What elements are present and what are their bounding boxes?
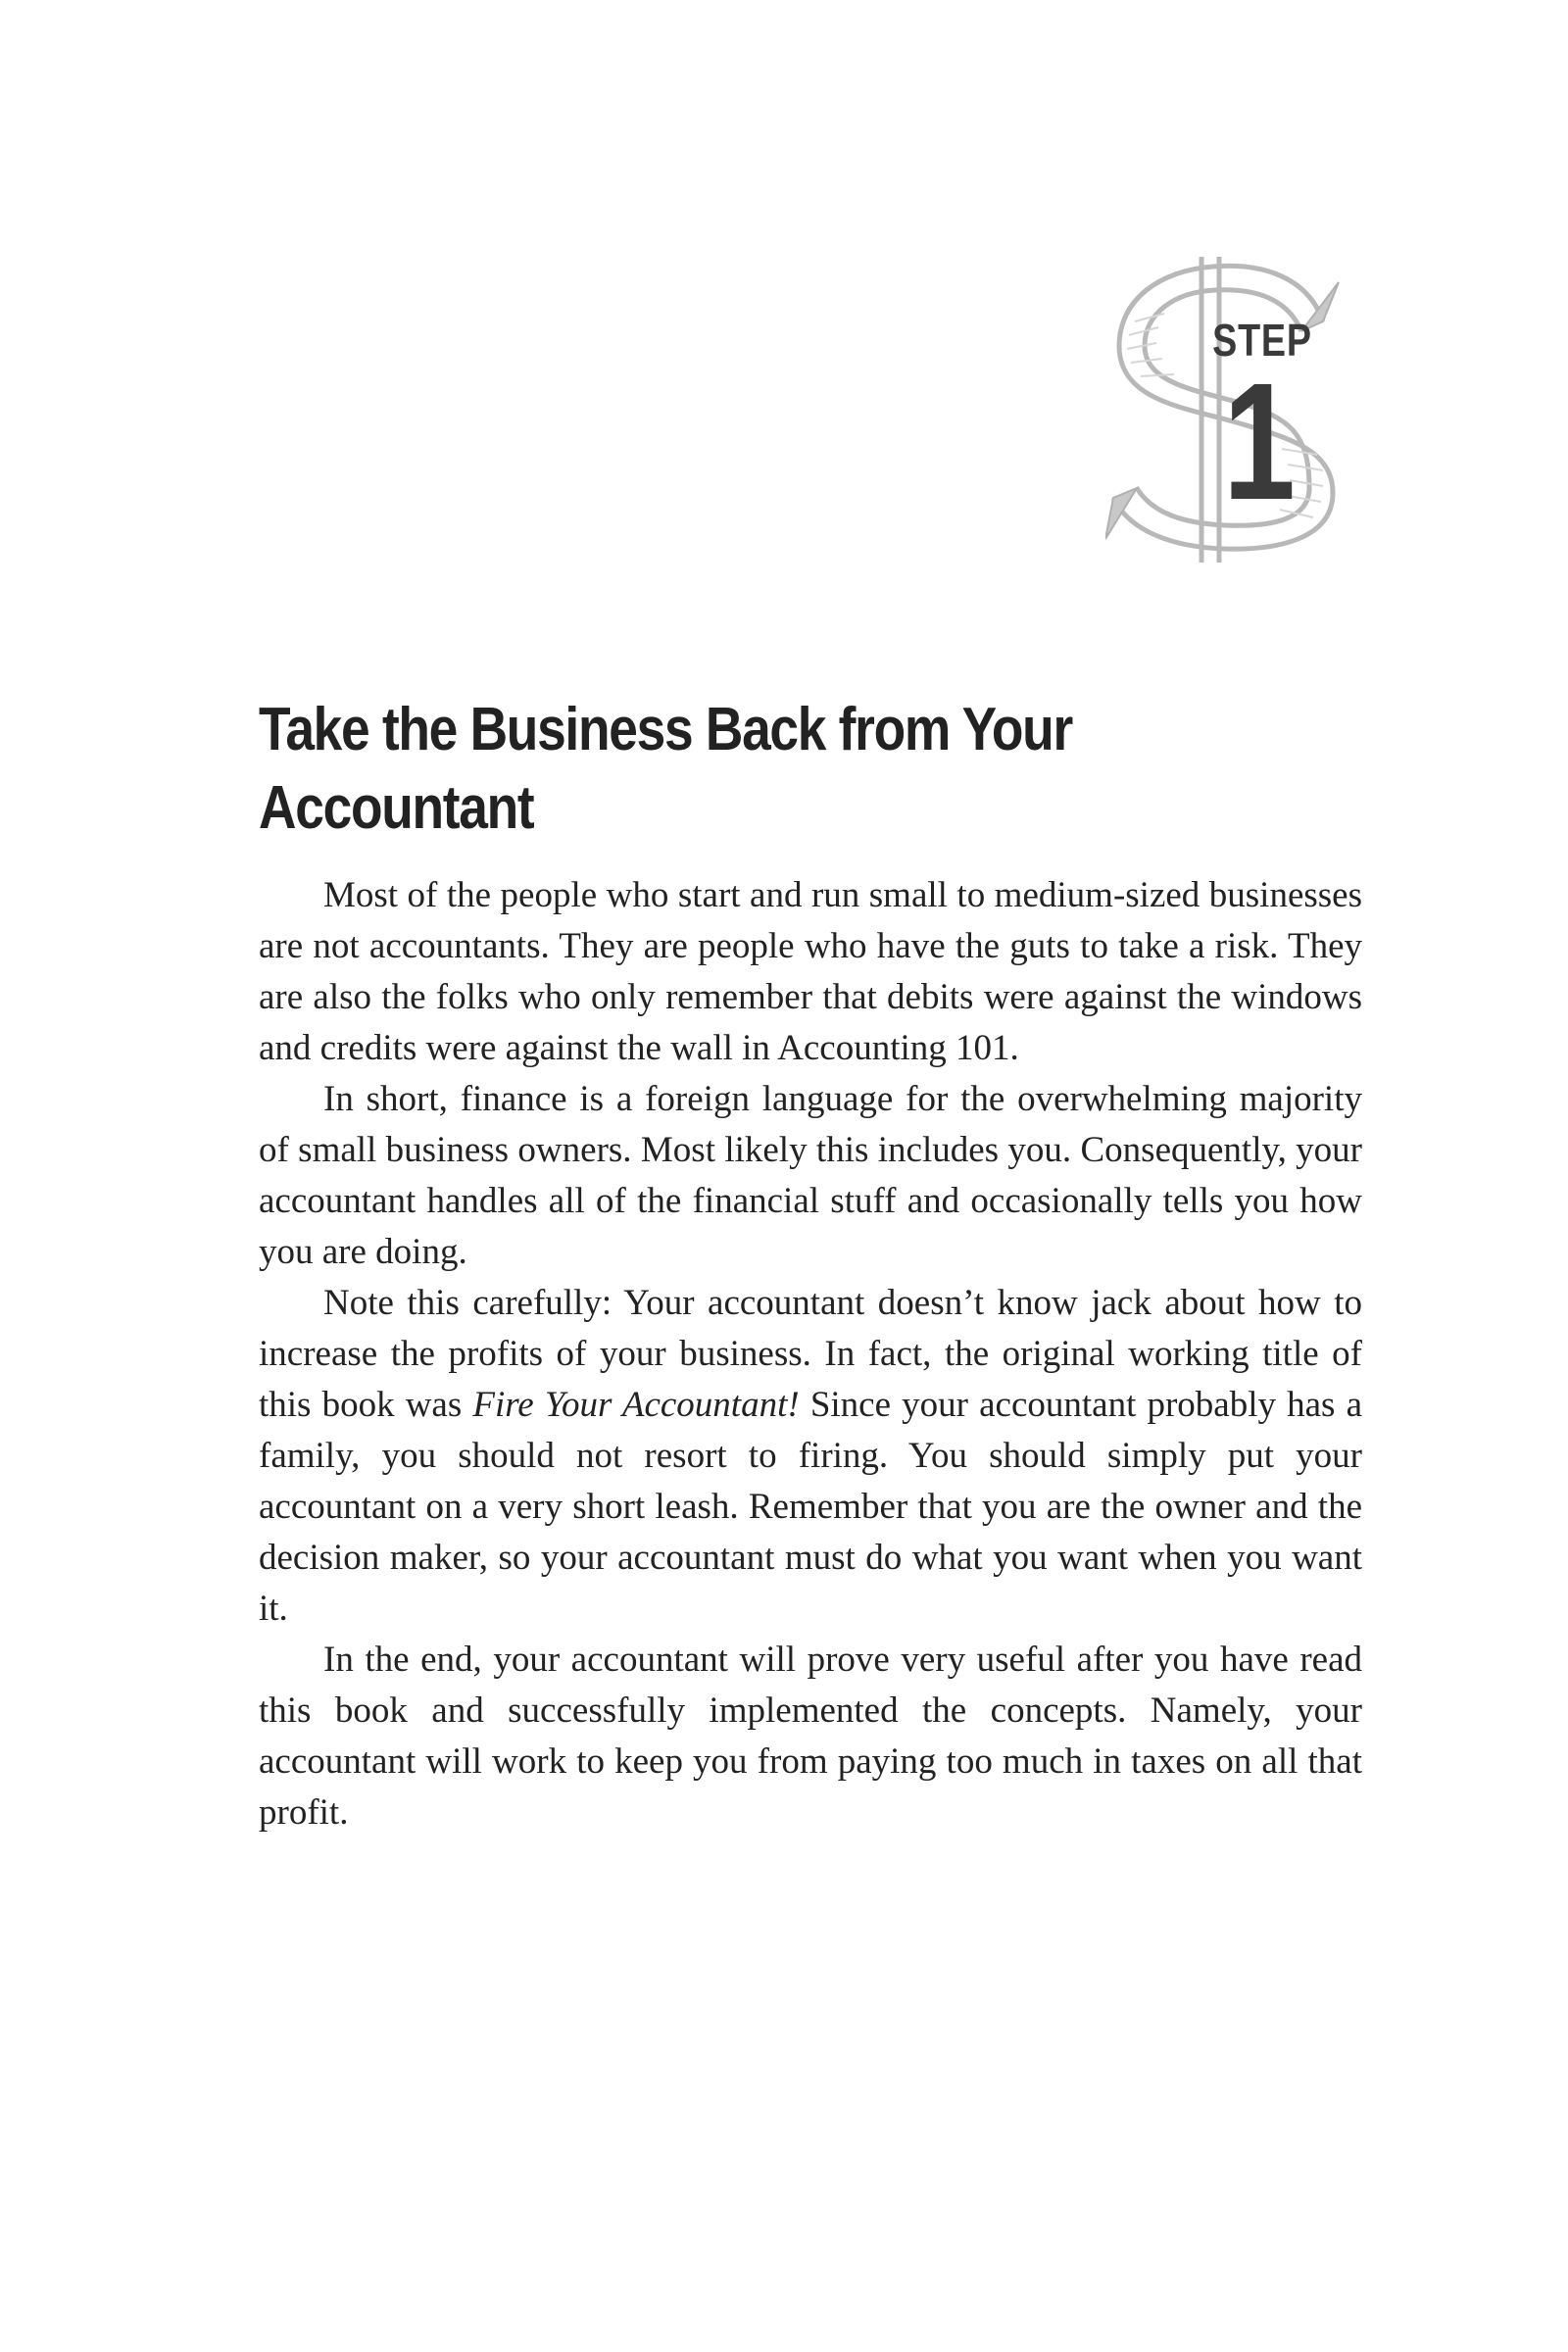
paragraph-2: In short, finance is a foreign language for the overwhelming majority of small business owners. Most likely this includes you. Consequently, your accountant handles all of the financial stuff and occasionally tells you how you are doing. — [259, 1079, 1362, 1272]
book-working-title: Fire Your Accountant! — [472, 1385, 800, 1425]
paragraph-4: In the end, your accountant will prove very useful after you have read this book and successfully implemented the concepts. Namely, your accountant will work to keep you from paying too much in taxes on all that profit. — [259, 1640, 1362, 1833]
chapter-title-line-1: Take the Business Back from Your — [259, 696, 1072, 763]
paragraph-3 — [259, 1278, 1362, 1635]
body-text — [259, 870, 1362, 1838]
paragraph-3-before: Note this carefully: Your accountant doesn’t know jack about how to increase the profits of your business. In fact, the original working title of this book was — [259, 1283, 1362, 1425]
chapter-title — [259, 691, 1186, 848]
step-label: STEP — [1212, 315, 1312, 366]
paragraph-1: Most of the people who start and run small to medium-sized businesses are not accountants. They are people who have the guts to take a risk. They are also the folks who only remember that debits were against the windows and credits were against the wall in Accounting 101. — [259, 875, 1362, 1068]
chapter-title-line-2: Accountant — [259, 774, 534, 842]
step-number: 1 — [1223, 349, 1296, 535]
paragraph-3-after: Since your accountant probably has a family, you should not resort to firing. You should simply put your accountant on a very short leash. Remember that you are the owner and the decision maker, so your accountant must do what you want when you want it. — [259, 1385, 1362, 1629]
step-marker — [1105, 253, 1350, 566]
